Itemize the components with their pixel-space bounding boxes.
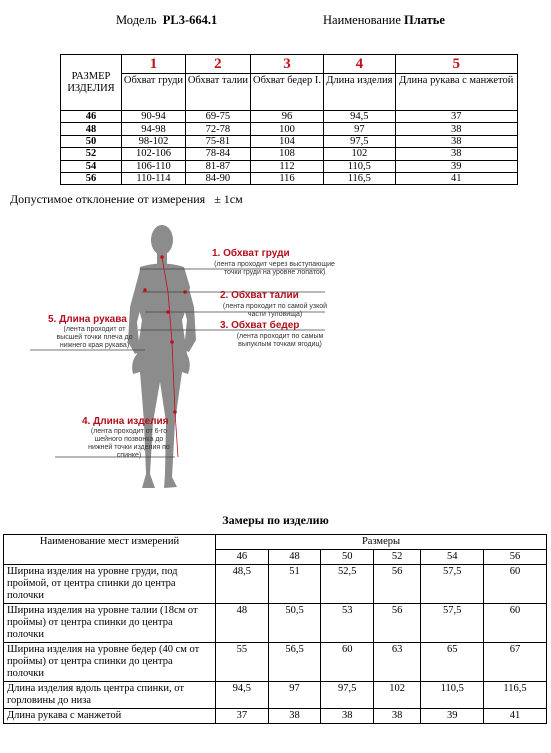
meas-value-cell: 41 [484, 709, 547, 724]
m2-note: (лента проходит по самой узкой части туловища) [222, 303, 328, 318]
col-label-1: Обхват груди [122, 74, 186, 111]
name-value: Платье [404, 13, 445, 27]
meas-size-header-cell: 50 [321, 550, 374, 565]
meas-value-cell: 63 [374, 643, 421, 682]
meas-value-cell: 38 [321, 709, 374, 724]
meas-value-cell: 48,5 [216, 565, 269, 604]
value-cell: 102-106 [122, 148, 186, 160]
m4-note: (лента проходит от 6-го шейного позвонка до нижней точки изделия по спинке) [88, 428, 170, 459]
meas-value-cell: 38 [268, 709, 321, 724]
col-num-3: 3 [250, 55, 323, 74]
value-cell: 90-94 [122, 111, 186, 123]
value-cell: 94,5 [324, 111, 395, 123]
meas-row [4, 682, 547, 709]
meas-value-cell: 48 [216, 604, 269, 643]
size-cell: 52 [61, 148, 122, 160]
size-table [60, 54, 518, 185]
meas-name-header: Наименование мест измерений [4, 535, 216, 565]
col-num-1: 1 [122, 55, 186, 74]
value-cell: 37 [395, 111, 517, 123]
size-cell: 54 [61, 160, 122, 172]
size-cell: 46 [61, 111, 122, 123]
col-label-2: Обхват талии [185, 74, 250, 111]
size-row [61, 135, 518, 147]
value-cell: 78-84 [185, 148, 250, 160]
meas-name-cell: Длина рукава с манжетой [4, 709, 216, 724]
meas-value-cell: 67 [484, 643, 547, 682]
value-cell: 102 [324, 148, 395, 160]
m4-title: 4. Длина изделия [82, 416, 169, 427]
size-row [61, 111, 518, 123]
meas-row [4, 709, 547, 724]
m5-note: (лента проходит от высшей точки плеча до нижнего края рукава) [56, 326, 133, 349]
meas-value-cell: 37 [216, 709, 269, 724]
size-row [61, 123, 518, 135]
value-cell: 38 [395, 148, 517, 160]
col-label-5: Длина рукава с манжетой [395, 74, 517, 111]
meas-size-header-cell: 46 [216, 550, 269, 565]
meas-sizes-header: Размеры [216, 535, 547, 550]
meas-value-cell: 65 [421, 643, 484, 682]
value-cell: 41 [395, 172, 517, 184]
meas-value-cell: 53 [321, 604, 374, 643]
col-num-2: 2 [185, 55, 250, 74]
meas-value-cell: 60 [484, 565, 547, 604]
value-cell: 84-90 [185, 172, 250, 184]
name-label: Наименование [323, 13, 401, 27]
m3-note: (лента проходит по самым выпуклым точкам ягодиц) [236, 333, 324, 348]
model-value: PL3-664.1 [162, 13, 218, 27]
size-row [61, 172, 518, 184]
meas-value-cell: 56 [374, 604, 421, 643]
size-corner-label: РАЗМЕР ИЗДЕЛИЯ [61, 55, 122, 111]
meas-row [4, 643, 547, 682]
name-line [323, 13, 445, 28]
m1-title: 1. Обхват груди [212, 248, 290, 259]
meas-value-cell: 39 [421, 709, 484, 724]
tolerance-text: Допустимое отклонение от измерения [10, 192, 206, 206]
value-cell: 94-98 [122, 123, 186, 135]
meas-size-header-cell: 54 [421, 550, 484, 565]
m2-title: 2. Обхват талии [220, 290, 299, 301]
value-cell: 108 [250, 148, 323, 160]
tolerance-value: ± 1см [214, 192, 243, 206]
meas-value-cell: 57,5 [421, 604, 484, 643]
meas-name-cell: Ширина изделия на уровне бедер (40 см от проймы) от центра спинки до центра полочки [4, 643, 216, 682]
m3-title: 3. Обхват бедер [220, 320, 300, 331]
meas-value-cell: 57,5 [421, 565, 484, 604]
meas-value-cell: 110,5 [421, 682, 484, 709]
meas-value-cell: 60 [321, 643, 374, 682]
value-cell: 116 [250, 172, 323, 184]
meas-size-header-cell: 52 [374, 550, 421, 565]
meas-value-cell: 60 [484, 604, 547, 643]
col-label-4: Длина изделия [324, 74, 395, 111]
size-cell: 50 [61, 135, 122, 147]
meas-value-cell: 94,5 [216, 682, 269, 709]
size-row [61, 148, 518, 160]
model-line [116, 13, 217, 28]
meas-value-cell: 50,5 [268, 604, 321, 643]
meas-name-cell: Длина изделия вдоль центра спинки, от горловины до низа [4, 682, 216, 709]
value-cell: 110,5 [324, 160, 395, 172]
value-cell: 97,5 [324, 135, 395, 147]
value-cell: 116,5 [324, 172, 395, 184]
meas-name-cell: Ширина изделия на уровне груди, под проймой, от центра спинки до центра полочки [4, 565, 216, 604]
value-cell: 97 [324, 123, 395, 135]
meas-value-cell: 38 [374, 709, 421, 724]
measurements-table [3, 534, 547, 724]
value-cell: 100 [250, 123, 323, 135]
meas-value-cell: 52,5 [321, 565, 374, 604]
value-cell: 98-102 [122, 135, 186, 147]
tolerance-line [10, 192, 243, 207]
value-cell: 38 [395, 135, 517, 147]
col-label-3: Обхват бедер I. [250, 74, 323, 111]
meas-size-header-cell: 48 [268, 550, 321, 565]
col-num-4: 4 [324, 55, 395, 74]
meas-row [4, 565, 547, 604]
m5-title: 5. Длина рукава [48, 314, 127, 325]
value-cell: 96 [250, 111, 323, 123]
meas-value-cell: 116,5 [484, 682, 547, 709]
meas-size-header-cell: 56 [484, 550, 547, 565]
value-cell: 75-81 [185, 135, 250, 147]
value-cell: 81-87 [185, 160, 250, 172]
measurements-title: Замеры по изделию [222, 513, 329, 527]
meas-value-cell: 102 [374, 682, 421, 709]
size-cell: 48 [61, 123, 122, 135]
meas-row [4, 604, 547, 643]
meas-name-cell: Ширина изделия на уровне талии (18см от проймы) от центра спинки до центра полочки [4, 604, 216, 643]
value-cell: 112 [250, 160, 323, 172]
value-cell: 39 [395, 160, 517, 172]
value-cell: 106-110 [122, 160, 186, 172]
value-cell: 104 [250, 135, 323, 147]
value-cell: 69-75 [185, 111, 250, 123]
value-cell: 38 [395, 123, 517, 135]
meas-value-cell: 56 [374, 565, 421, 604]
col-num-5: 5 [395, 55, 517, 74]
meas-value-cell: 55 [216, 643, 269, 682]
meas-value-cell: 97,5 [321, 682, 374, 709]
meas-value-cell: 51 [268, 565, 321, 604]
meas-value-cell: 97 [268, 682, 321, 709]
model-label: Модель [116, 13, 157, 27]
m1-note: (лента проходит через выступающие точки груди на уровне лопаток) [214, 261, 335, 276]
size-cell: 56 [61, 172, 122, 184]
size-row [61, 160, 518, 172]
meas-value-cell: 56,5 [268, 643, 321, 682]
value-cell: 110-114 [122, 172, 186, 184]
value-cell: 72-78 [185, 123, 250, 135]
